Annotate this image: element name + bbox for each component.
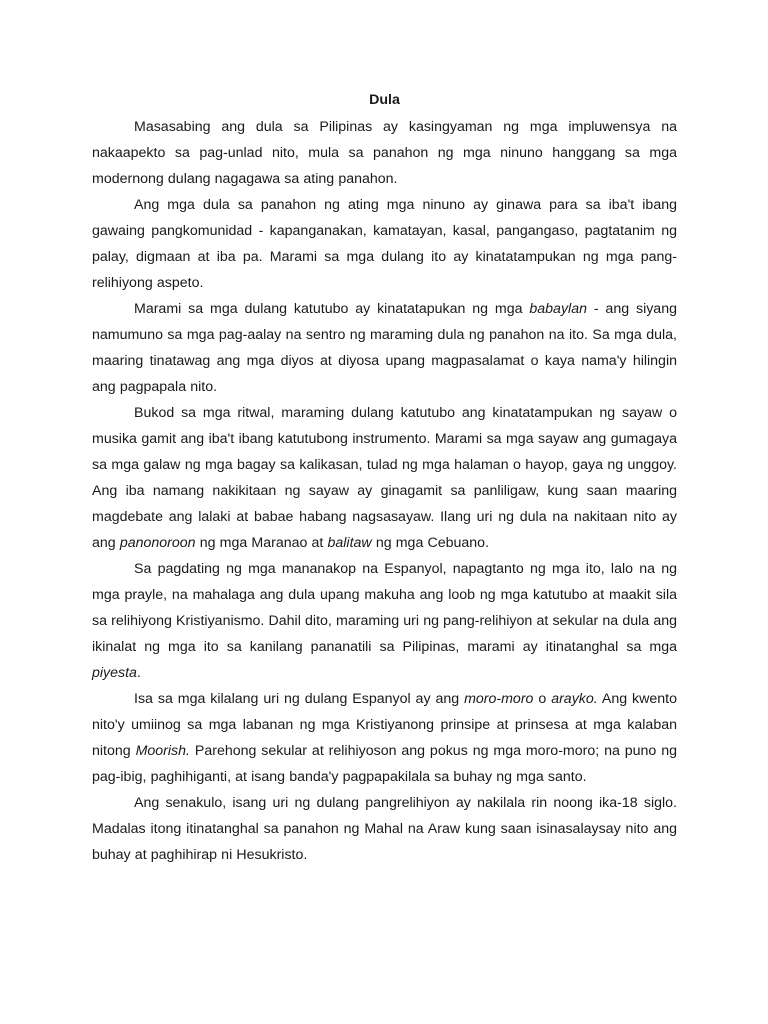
document-body bbox=[92, 114, 677, 868]
paragraph-text: Ang mga dula sa panahon ng ating mga ninuno ay ginawa para sa iba't ibang gawaing pangkomunidad - kapanganakan, kamatayan, kasal, pangangaso, pagtatanim ng palay, digmaan at iba pa. Marami sa mga dulang ito ay kinatatampukan ng mga pang-relihiyong aspeto. bbox=[92, 197, 677, 291]
paragraph-text: - ang siyang namumuno sa mga pag-aalay na sentro ng maraming dula ng panahon na ito. Sa mga dula, maaring tinatawag ang mga diyos at diyosa upang magpasalamat o kaya nama'y hilingin ang pagpapala nito. bbox=[92, 301, 677, 395]
paragraph-text: Sa pagdating ng mga mananakop na Espanyol, napagtanto ng mga ito, lalo na ng mga prayle, na mahalaga ang dula upang makuha ang loob ng mga katutubo at maakit sila sa relihiyong Kristiyanismo. Dahil dito, maraming uri ng pang-relihiyon at sekular na dula ang ikinalat ng mga ito sa kanilang pananatili sa Pilipinas, marami ay itinatanghal sa mga bbox=[92, 561, 677, 655]
italic-term: babaylan bbox=[529, 301, 587, 317]
paragraph bbox=[92, 400, 677, 556]
paragraph-text: ng mga Cebuano. bbox=[371, 535, 490, 551]
paragraph-text: Isa sa mga kilalang uri ng dulang Espanyol ay ang bbox=[134, 691, 465, 707]
paragraph-text: Masasabing ang dula sa Pilipinas ay kasingyaman ng mga impluwensya na nakaapekto sa pag-unlad nito, mula sa panahon ng mga ninuno hanggang sa mga modernong dulang nagagawa sa ating panahon. bbox=[92, 119, 677, 187]
italic-term: piyesta bbox=[92, 665, 137, 681]
italic-term: arayko. bbox=[551, 691, 598, 707]
paragraph bbox=[92, 556, 677, 686]
paragraph-text: Bukod sa mga ritwal, maraming dulang katutubo ang kinatatampukan ng sayaw o musika gamit ang iba't ibang katutubong instrumento. Marami sa mga sayaw ang gumagaya sa mga galaw ng mga bagay sa kalikasan, tulad ng mga halaman o hayop, gaya ng unggoy. Ang iba namang nakikitaan ng sayaw ay ginagamit sa panliligaw, kung saan maaring magdebate ang lalaki at babae habang nagsasayaw. Ilang uri ng dula na nakitaan nito ay ang bbox=[92, 405, 677, 551]
italic-term: panonoroon bbox=[119, 535, 196, 551]
paragraph-text: ng mga Maranao at bbox=[195, 535, 328, 551]
paragraph-text: Ang senakulo, isang uri ng dulang pangrelihiyon ay nakilala rin noong ika-18 siglo. Madalas itong itinatanghal sa panahon ng Mahal na Araw kung saan isinasalaysay nito ang buhay at paghihirap ni Hesukristo. bbox=[92, 795, 677, 863]
italic-term: moro-moro bbox=[464, 691, 534, 707]
italic-term: Moorish. bbox=[135, 743, 190, 759]
paragraph-text: Marami sa mga dulang katutubo ay kinatatapukan ng mga bbox=[134, 301, 530, 317]
paragraph bbox=[92, 790, 677, 868]
document-page bbox=[92, 87, 677, 868]
document-title: Dula bbox=[369, 92, 400, 108]
paragraph bbox=[92, 296, 677, 400]
paragraph-text: o bbox=[533, 691, 552, 707]
italic-term: balitaw bbox=[327, 535, 372, 551]
paragraph-text: Parehong sekular at relihiyoson ang pokus ng mga moro-moro; na puno ng pag-ibig, paghihiganti, at isang banda'y pagpapakilala sa buhay ng mga santo. bbox=[92, 743, 677, 785]
paragraph bbox=[92, 686, 677, 790]
paragraph-text: Ang kwento nito'y umiinog sa mga labanan ng mga Kristiyanong prinsipe at prinsesa at mga kalaban nitong bbox=[92, 691, 677, 759]
paragraph bbox=[92, 192, 677, 296]
paragraph bbox=[92, 114, 677, 192]
paragraph-text: . bbox=[136, 665, 141, 681]
